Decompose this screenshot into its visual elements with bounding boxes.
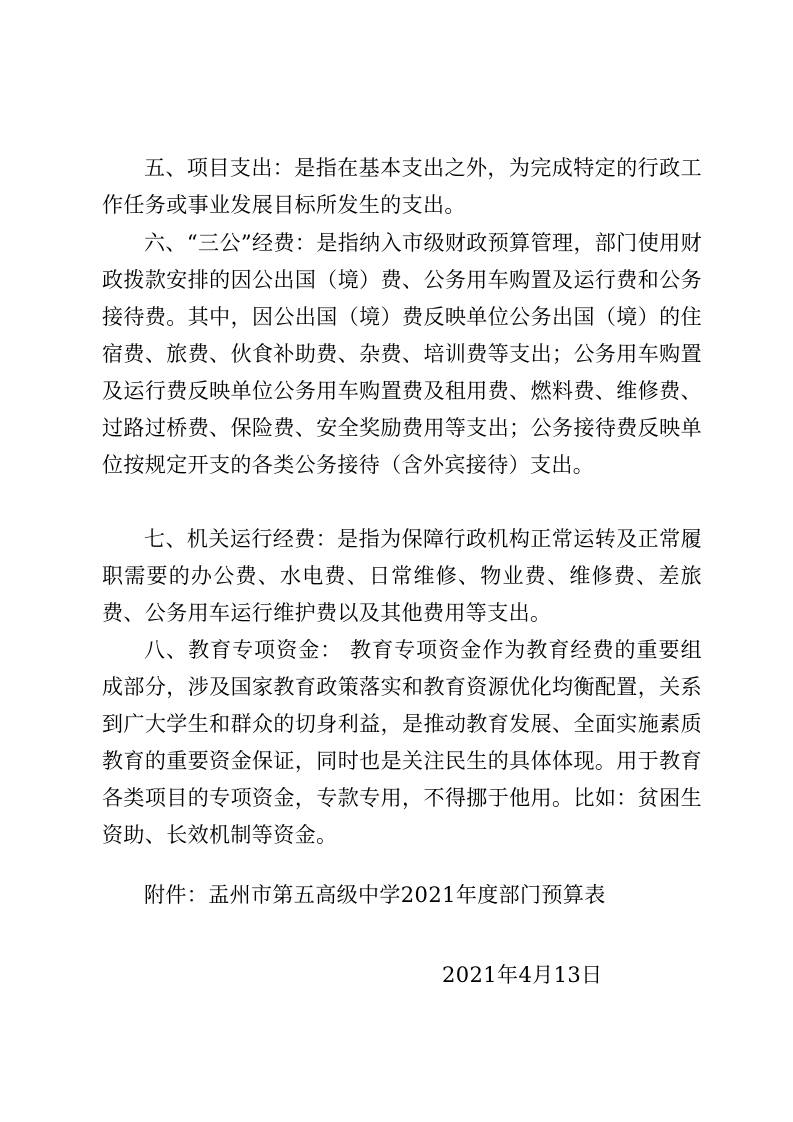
- document-date: 2021年4月13日: [442, 963, 603, 987]
- paragraph-three-public-expenses: 六、“三公”经费：是指纳入市级财政预算管理，部门使用财政拨款安排的因公出国（境）费、公务用车购置及运行费和公务接待费。其中，因公出国（境）费反映单位公务出国（境）的住宿费、旅费、伙食补助费、杂费、培训费等支出；公务用车购置及运行费反映单位公务用车购置费及租用费、燃料费、维修费、过路过桥费、保险费、安全奖励费用等支出；公务接待费反映单位按规定开支的各类公务接待（含外宾接待）支出。: [102, 231, 702, 477]
- paragraph-agency-operating-expenses: 七、机关运行经费：是指为保障行政机构正常运转及正常履职需要的办公费、水电费、日常维修、物业费、维修费、差旅费、公务用车运行维护费以及其他费用等支出。: [102, 527, 702, 625]
- attachment-note: 附件：盂州市第五高级中学2021年度部门预算表: [144, 883, 606, 907]
- paragraph-education-special-funds: 八、教育专项资金： 教育专项资金作为教育经费的重要组成部分，涉及国家教育政策落实和教育资源优化均衡配置，关系到广大学生和群众的切身利益，是推动教育发展、全面实施素质教育的重要资金保证，同时也是关注民生的具体体现。用于教育各类项目的专项资金，专款专用，不得挪于他用。比如：贫困生资助、长效机制等资金。: [102, 638, 702, 847]
- paragraph-project-expenditure: 五、项目支出：是指在基本支出之外，为完成特定的行政工作任务或事业发展目标所发生的支出。: [102, 156, 702, 217]
